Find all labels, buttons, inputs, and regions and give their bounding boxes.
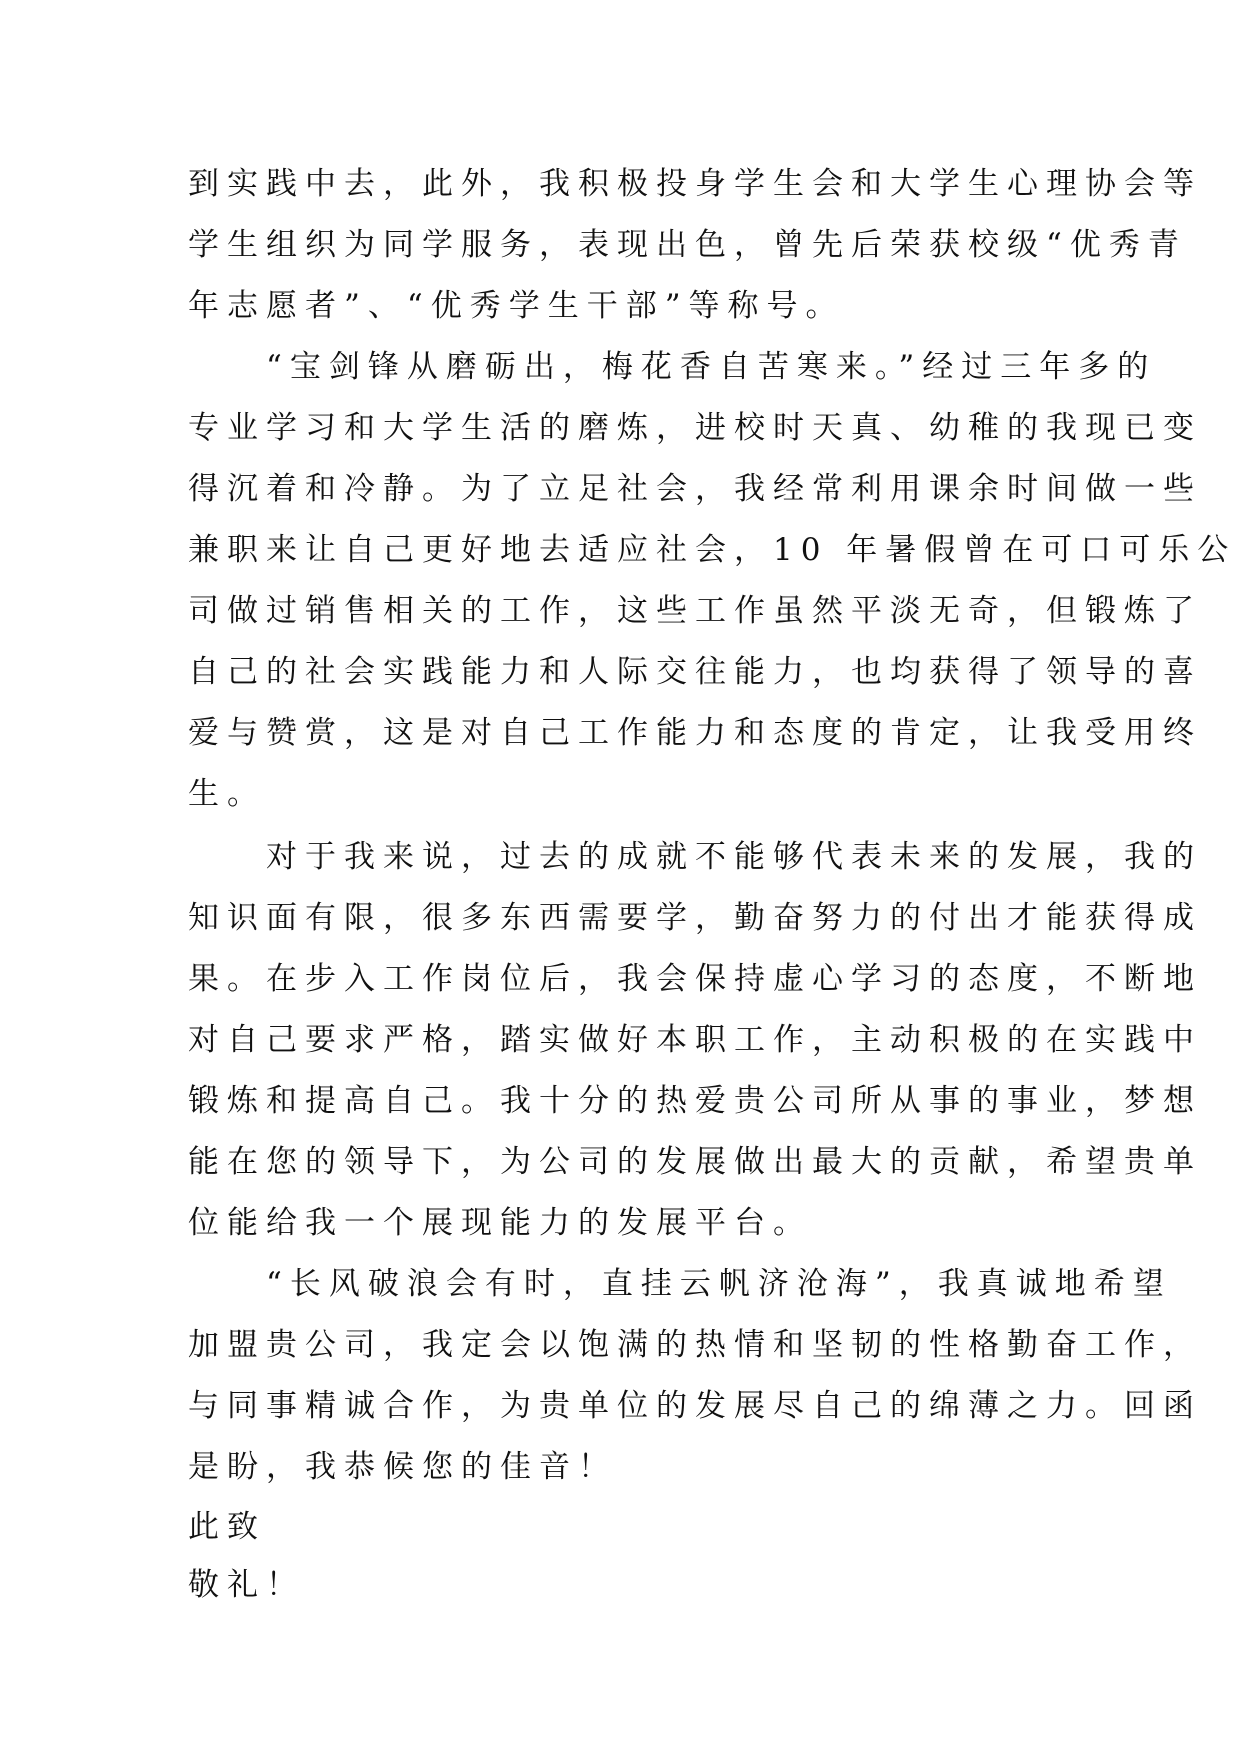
salutation-line: 敬礼！: [188, 1567, 305, 1603]
closing-line: 此致: [188, 1509, 266, 1545]
text-line: 对自己要求严格，踏实做好本职工作，主动积极的在实践中: [188, 1022, 1202, 1058]
text-line: 加盟贵公司，我定会以饱满的热情和坚韧的性格勤奋工作，: [188, 1327, 1202, 1363]
paragraph-start-line: “宝剑锋从磨砺出，梅花香自苦寒来。”经过三年多的: [188, 349, 1157, 385]
text-line: 与同事精诚合作，为贵单位的发展尽自己的绵薄之力。回函: [188, 1388, 1202, 1424]
text-line: 自己的社会实践能力和人际交往能力，也均获得了领导的喜: [188, 654, 1202, 690]
text-line: 是盼，我恭候您的佳音！: [188, 1449, 617, 1485]
text-line: 得沉着和冷静。为了立足社会，我经常利用课余时间做一些: [188, 471, 1202, 507]
text-line: 司做过销售相关的工作，这些工作虽然平淡无奇，但锻炼了: [188, 593, 1202, 629]
text-line: 生。: [188, 776, 266, 812]
paragraph-start-line: “长风破浪会有时，直挂云帆济沧海”，我真诚地希望: [188, 1266, 1172, 1302]
text-line: 爱与赞赏，这是对自己工作能力和态度的肯定，让我受用终: [188, 715, 1202, 751]
text-line: 锻炼和提高自己。我十分的热爱贵公司所从事的事业，梦想: [188, 1083, 1202, 1119]
text-line: 兼职来让自己更好地去适应社会，10 年暑假曾在可口可乐公: [188, 532, 1237, 568]
closing-block: [188, 1498, 1056, 1614]
text-line: 到实践中去，此外，我积极投身学生会和大学生心理协会等: [188, 166, 1202, 202]
text-line: 知识面有限，很多东西需要学，勤奋努力的付出才能获得成: [188, 900, 1202, 936]
text-line: 能在您的领导下，为公司的发展做出最大的贡献，希望贵单: [188, 1144, 1202, 1180]
text-line: 专业学习和大学生活的磨炼，进校时天真、幼稚的我现已变: [188, 410, 1202, 446]
letter-body: [188, 154, 1237, 1614]
text-line: 学生组织为同学服务，表现出色，曾先后荣获校级“优秀青: [188, 227, 1187, 263]
text-line: 位能给我一个展现能力的发展平台。: [188, 1205, 812, 1241]
paragraph-start-line: 对于我来说，过去的成就不能够代表未来的发展，我的: [188, 839, 1202, 875]
text-line: 年志愿者”、“优秀学生干部”等称号。: [188, 288, 845, 324]
text-line: 果。在步入工作岗位后，我会保持虚心学习的态度，不断地: [188, 961, 1202, 997]
